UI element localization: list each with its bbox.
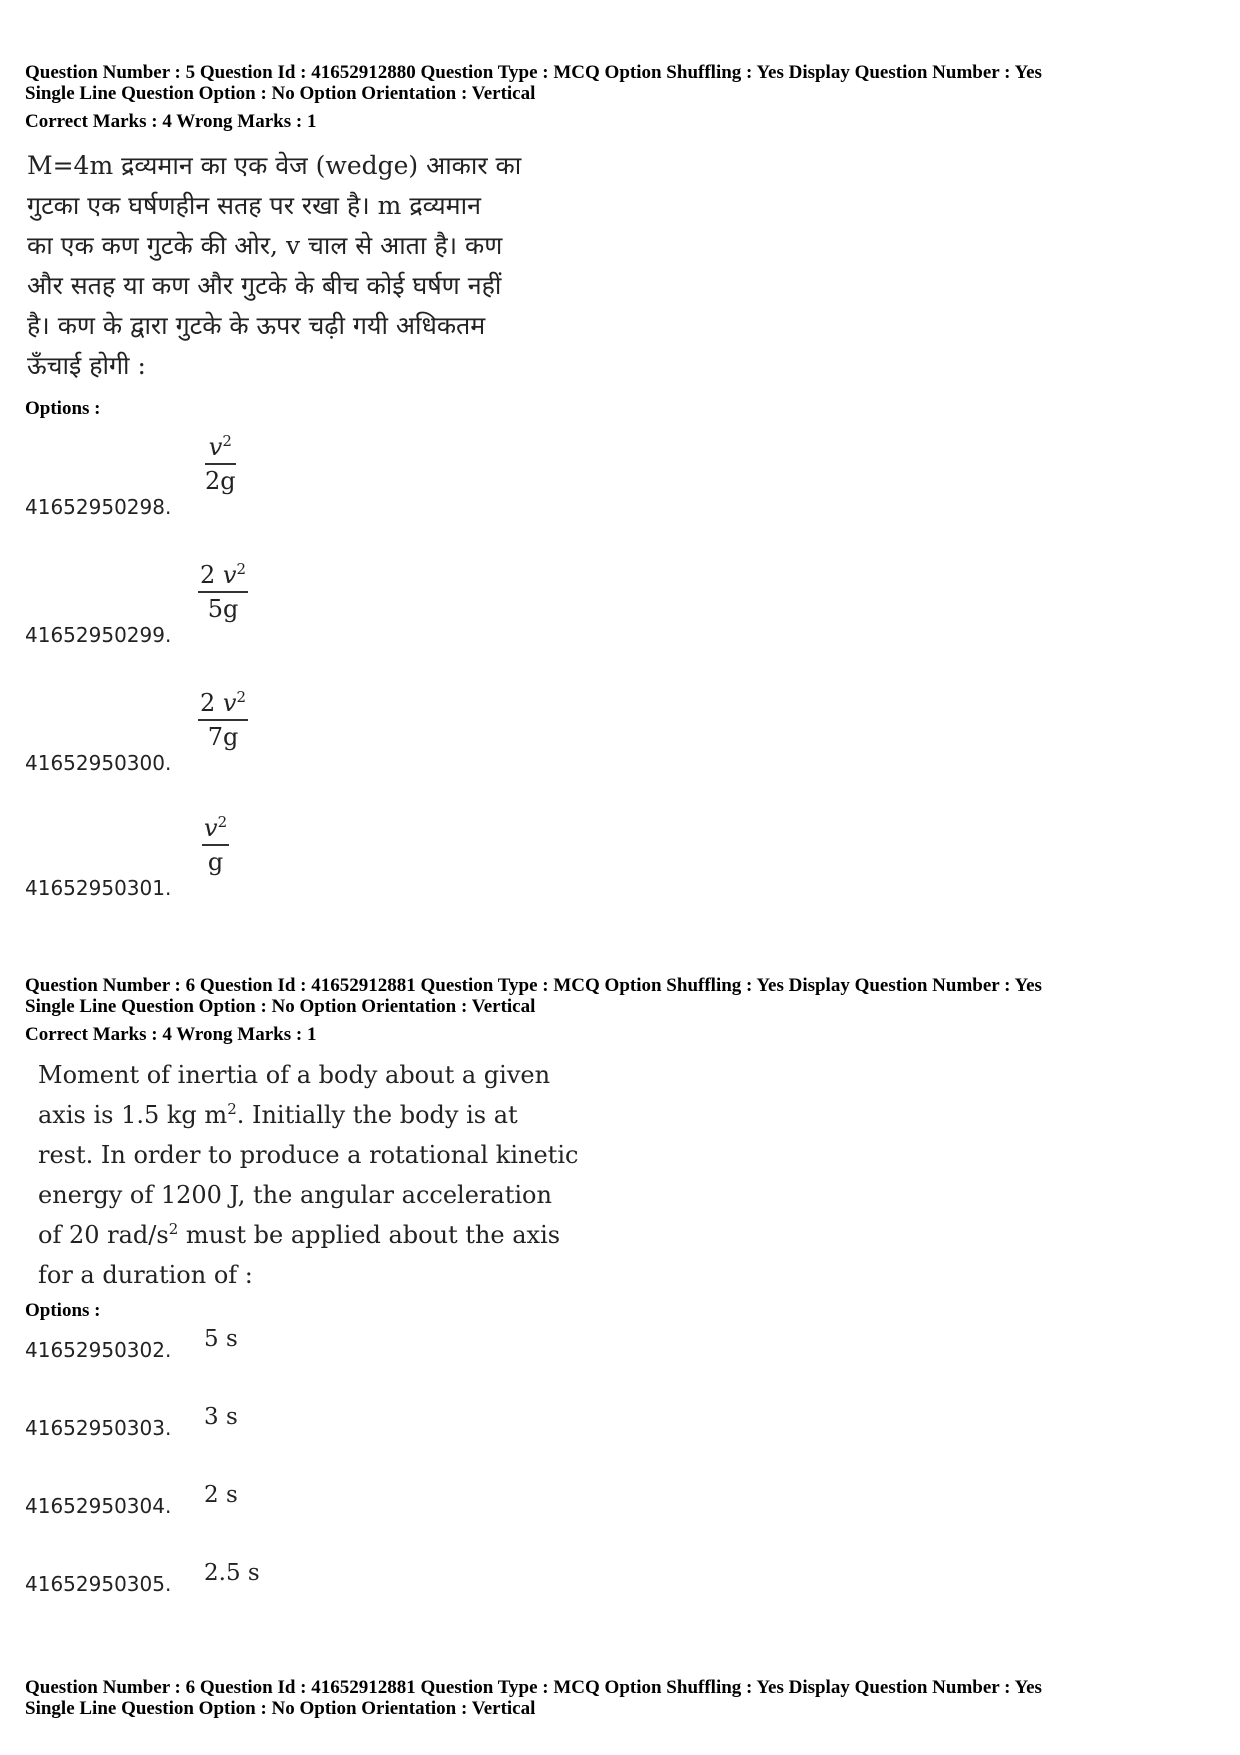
q5-marks: Correct Marks : 4 Wrong Marks : 1 [25,111,317,132]
q6-option-id: 41652950305. [25,1572,172,1596]
q5-option-fraction[interactable] [198,688,248,751]
q5-header [25,62,1225,104]
q5-option-id: 41652950300. [25,751,172,775]
fraction-denominator: g [207,848,224,876]
q5-text-line: है। कण के द्वारा गुटके के ऊपर चढ़ी गयी अधिकतम [27,311,486,340]
q5-text-line: और सतह या कण और गुटके के बीच कोई घर्षण नहीं [27,271,502,300]
fraction-denominator: 7g [207,723,239,751]
q5-text-line: का एक कण गुटके की ओर, v चाल से आता है। कण [27,231,503,260]
fraction-numerator: 2 $v^2$ [200,688,247,717]
q6-header [25,975,1225,1017]
q5-text-line: ऊँचाई होगी : [27,351,146,380]
q6-option-answer[interactable]: 2.5 s [204,1560,260,1586]
q5-option-fraction[interactable] [205,432,236,495]
q6-repeat-header [25,1677,1225,1719]
q6-meta-line1: Question Number : 6 Question Id : 41652912881 Question Type : MCQ Option Shuffling : Yes Display Question Number : Yes [25,975,1042,996]
q6-text-line: axis is 1.5 kg $m^2$. Initially the body is at [38,1100,518,1129]
q5-option-id: 41652950298. [25,495,172,519]
q6-repeat-meta-line1: Question Number : 6 Question Id : 41652912881 Question Type : MCQ Option Shuffling : Yes Display Question Number : Yes [25,1677,1042,1698]
q6-meta-line2: Single Line Question Option : No Option Orientation : Vertical [25,996,536,1017]
q6-option-answer[interactable]: 3 s [204,1404,238,1430]
q6-marks: Correct Marks : 4 Wrong Marks : 1 [25,1024,317,1045]
fraction-numerator: $v^2$ [208,432,232,461]
q6-text-line: energy of 1200 J, the angular acceleration [38,1181,552,1209]
fraction-numerator: $v^2$ [204,813,228,842]
q6-text-line: Moment of inertia of a body about a given [38,1061,551,1089]
q6-option-id: 41652950303. [25,1416,172,1440]
q6-option-answer[interactable]: 5 s [204,1326,238,1352]
q5-option-id: 41652950301. [25,876,172,900]
q6-options-label: Options : [25,1300,101,1321]
q6-option-id: 41652950302. [25,1338,172,1362]
q5-option-fraction[interactable] [202,813,229,876]
q5-meta-line1: Question Number : 5 Question Id : 41652912880 Question Type : MCQ Option Shuffling : Yes Display Question Number : Yes [25,62,1042,83]
q5-option-fraction[interactable] [198,560,248,623]
q5-text-line: M=4m द्रव्यमान का एक वेज (wedge) आकार का [27,151,522,180]
q6-text-line: rest. In order to produce a rotational kinetic [38,1141,579,1169]
q6-text-line: for a duration of : [38,1261,253,1289]
q6-option-answer[interactable]: 2 s [204,1482,238,1508]
q6-text-line: of 20 rad/$s^2$ must be applied about the axis [38,1220,561,1249]
q6-question-text [38,1055,578,1295]
fraction-denominator: 5g [207,595,239,623]
fraction-numerator: 2 $v^2$ [200,560,247,589]
q5-text-line: गुटका एक घर्षणहीन सतह पर रखा है। m द्रव्यमान [27,191,481,220]
fraction-denominator: 2g [205,467,236,495]
q5-question-text [27,146,521,386]
q5-meta-line2: Single Line Question Option : No Option Orientation : Vertical [25,83,536,104]
q6-option-id: 41652950304. [25,1494,172,1518]
q5-options-label: Options : [25,398,101,419]
q6-repeat-meta-line2: Single Line Question Option : No Option Orientation : Vertical [25,1698,536,1719]
q5-option-id: 41652950299. [25,623,172,647]
